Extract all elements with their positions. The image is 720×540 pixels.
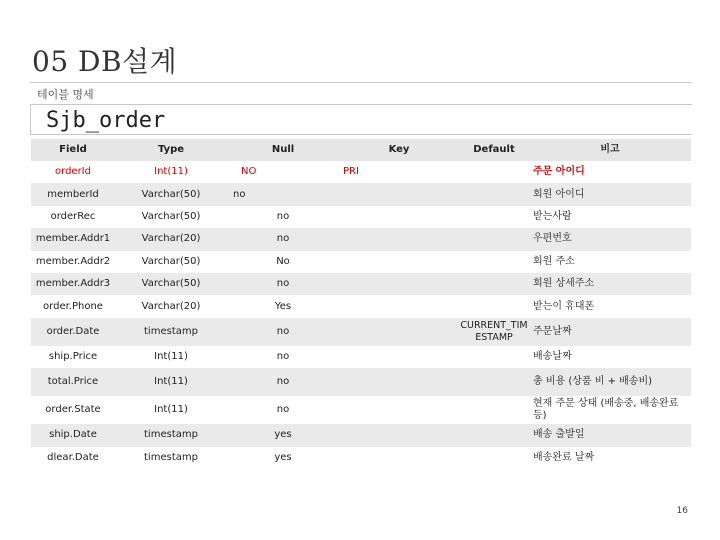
cell-field: ship.Price (48, 350, 98, 362)
cell-field: total.Price (47, 376, 99, 388)
cell-type: Int(11) (154, 376, 188, 388)
header-null: Null (271, 144, 295, 155)
cell-field: dlear.Date (47, 451, 99, 463)
table-row (31, 447, 691, 469)
cell-default (459, 228, 529, 250)
cell-type: timestamp (144, 451, 198, 463)
cell-key (339, 346, 459, 368)
cell-key (339, 273, 459, 295)
slide-title: 05 DB설계 (32, 45, 178, 78)
cell-type: Varchar(50) (141, 188, 201, 200)
cell-note: 배송완료 날짜 (533, 451, 595, 463)
cell-key (339, 396, 459, 424)
table-row (31, 318, 691, 346)
cell-field: orderId (55, 166, 91, 178)
cell-note: 배송 출발일 (533, 429, 585, 441)
cell-type: timestamp (144, 325, 198, 337)
cell-key (339, 183, 459, 205)
cell-default (459, 273, 529, 295)
cell-null: no (233, 188, 246, 200)
divider (30, 82, 692, 83)
cell-note: 회원 아이디 (533, 188, 585, 200)
cell-field: memberId (47, 188, 99, 200)
divider (30, 104, 692, 105)
table-row (31, 183, 691, 205)
cell-key (339, 424, 459, 446)
cell-null: No (276, 255, 290, 267)
cell-note: 현재 주문 상태 (배송중, 배송완료 등) (533, 398, 679, 422)
cell-field: member.Addr1 (35, 233, 111, 245)
slide-subtitle: 테이블 명세 (37, 88, 94, 101)
spec-table (31, 139, 691, 469)
table-header-row (31, 139, 691, 161)
cell-null: no (276, 404, 290, 416)
cell-note: 회원 상세주소 (533, 278, 595, 290)
cell-null: no (276, 325, 290, 337)
cell-default (459, 424, 529, 446)
cell-null: no (276, 210, 290, 222)
cell-type: Int(11) (154, 404, 188, 416)
cell-note: 받는이 휴대폰 (533, 300, 595, 312)
cell-key (339, 206, 459, 228)
cell-note: 배송날짜 (533, 350, 572, 362)
cell-null: no (276, 376, 290, 388)
table-row (31, 161, 691, 183)
cell-null: no (276, 233, 290, 245)
cell-note: 총 비용 (상품 비 + 배송비) (533, 376, 653, 388)
cell-field: member.Addr2 (35, 255, 111, 267)
divider (30, 104, 31, 134)
cell-field: orderRec (50, 210, 96, 222)
table-row (31, 424, 691, 446)
cell-note: 회원 주소 (533, 255, 575, 267)
header-note: 비고 (600, 144, 620, 155)
cell-field: member.Addr3 (35, 278, 111, 290)
page-number: 16 (676, 506, 688, 516)
cell-default (459, 346, 529, 368)
table-row (31, 273, 691, 295)
cell-key (339, 318, 459, 346)
header-type: Type (157, 144, 185, 155)
cell-field: order.Phone (43, 300, 103, 312)
divider (30, 134, 692, 135)
cell-default (459, 295, 529, 317)
cell-key (339, 295, 459, 317)
cell-key (339, 251, 459, 273)
cell-default (459, 206, 529, 228)
cell-key (339, 228, 459, 250)
header-default: Default (473, 144, 515, 155)
table-row (31, 396, 691, 424)
header-field: Field (59, 144, 87, 155)
cell-null: Yes (274, 300, 292, 312)
table-row (31, 251, 691, 273)
cell-null: no (276, 278, 290, 290)
table-row (31, 206, 691, 228)
cell-default (459, 396, 529, 424)
cell-note: 주문날짜 (533, 325, 572, 337)
cell-type: Varchar(50) (141, 278, 201, 290)
cell-null: no (276, 350, 290, 362)
cell-default: CURRENT_TIMESTAMP (460, 319, 528, 343)
cell-key: PRI (343, 166, 359, 178)
header-key: Key (388, 144, 410, 155)
cell-type: Varchar(50) (141, 210, 201, 222)
cell-default (459, 368, 529, 396)
cell-key (339, 368, 459, 396)
cell-field: ship.Date (49, 429, 97, 441)
cell-default (459, 447, 529, 469)
cell-note: 주문 아이디 (533, 166, 585, 178)
table-row (31, 346, 691, 368)
cell-type: Varchar(50) (141, 255, 201, 267)
cell-type: Int(11) (154, 166, 188, 178)
cell-null: yes (274, 429, 292, 441)
cell-type: Int(11) (154, 350, 188, 362)
cell-default (459, 183, 529, 205)
table-row (31, 228, 691, 250)
table-name: Sjb_order (46, 108, 166, 133)
table-row (31, 295, 691, 317)
table-row (31, 368, 691, 396)
cell-type: Varchar(20) (141, 233, 201, 245)
cell-note: 우편번호 (533, 233, 572, 245)
cell-field: order.Date (46, 325, 100, 337)
cell-null: yes (274, 451, 292, 463)
cell-default (459, 161, 529, 183)
cell-type: Varchar(20) (141, 300, 201, 312)
cell-field: order.State (45, 404, 101, 416)
cell-note: 받는사람 (533, 210, 572, 222)
cell-null: NO (241, 166, 257, 178)
cell-default (459, 251, 529, 273)
cell-type: timestamp (144, 429, 198, 441)
cell-key (339, 447, 459, 469)
